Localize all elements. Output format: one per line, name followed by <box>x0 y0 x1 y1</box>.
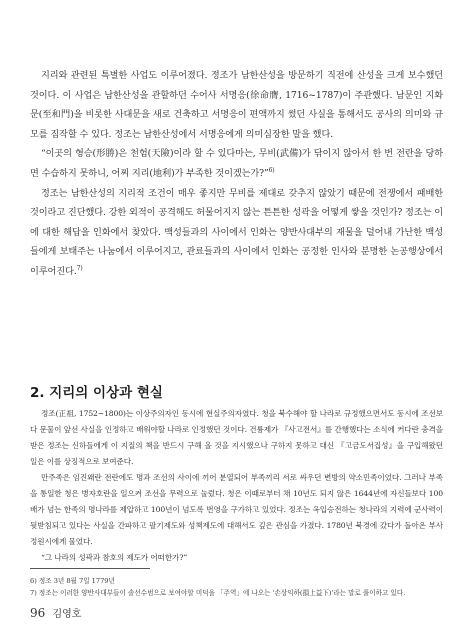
paragraph: 정조(正祖, 1752~1800)는 이상주의자인 동시에 현실주의자였다. 청을 북수해야 할 나라로 규정했으면서도 동시에 조선보다 문물이 앞선 사실을 인정하고 배워야할 나라로 인정했던 것이다. 건륭제가 『사고전서』를 간행했다는 소식에 커다란 충격을 받은 정조는 신하들에게 이 지질의 책을 반드시 구해 올 것을 지시했으나 구하지 못하고 대신 『고금도서집성』을 구입해왔던 일은 이를 상징적으로 보여준다. <box>30 409 443 466</box>
body-text-top <box>30 66 443 282</box>
page-number: 96 <box>30 606 46 620</box>
footnote: 6) 정조 3년 8월 7일 1779년 <box>30 577 115 585</box>
paragraph-text: 정조는 남한산성의 지리적 조건이 매우 좋지만 무비를 제대로 갖추지 않았기 때문에 전쟁에서 패배한 것이라고 진단했다. 강한 외적이 공격해도 허물어지지 않는 튼튼한 성곽을 어떻게 쌓을 것인가? 정조는 이에 대한 해답을 인화에서 찾았다. 백성들과의 사이에서 인화는 양반사대부의 재물을 덜어내 가난한 백성들에게 보태주는 나눔에서 이루어지고, 관료들과의 사이에서 인화는 공정한 인사와 분명한 논공행상에서 이루어진다. <box>30 187 443 277</box>
footnote: 7) 정조는 이러한 양반사대부들이 솔선수범으로 보여야할 미덕을 「주역」에 나오는 '손상익하(損上益下)'라는 말로 풀이하고 있다. <box>30 589 406 597</box>
footnote-ref[interactable]: 7) <box>76 264 83 272</box>
quote-text: “이곳의 형승(形勝)은 천험(天險)이라 할 수 있다마는, 무비(武備)가 닦이지 않아서 한 번 전란을 당하면 수습하지 못하니, 어찌 지리(地利)가 부족한 것이겠는가?” <box>30 148 443 179</box>
paragraph <box>30 184 443 282</box>
footnote-divider <box>30 568 150 569</box>
author-name: 김영호 <box>52 609 82 620</box>
paragraph: 지리와 관련된 특별한 사업도 이루어졌다. 정조가 남한산성을 방문하기 직전에 산성을 크게 보수했던 것이다. 이 사업은 남한산성을 관할하던 수어사 서명응(徐命膺, 1716~1787)이 주관했다. 남문인 지화문(至和門)을 비롯한 사대문을 새로 건축하고 서명응이 편액까지 썼던 사실을 통해서도 공사의 의미와 규모를 짐작할 수 있다. 정조는 남한산성에서 서명응에게 의미심장한 말을 했다. <box>30 70 443 140</box>
footnotes <box>30 575 443 599</box>
section-heading: 2. 지리의 이상과 현실 <box>30 385 163 402</box>
quote-paragraph <box>30 144 443 183</box>
quote-paragraph: “그 나라의 성곽과 참호의 제도가 어떠한가?” <box>41 552 188 562</box>
footnote-ref[interactable]: 6) <box>268 166 275 174</box>
body-text-bottom <box>30 406 443 566</box>
page-footer <box>30 605 81 620</box>
paragraph: 만주족은 임진왜란 전란에도 명과 조선의 사이에 끼어 분열되어 부족끼리 서로 싸우던 변방의 약소민족이었다. 그러나 부족을 통일한 청은 병자호란을 일으켜 조선을 무력으로 눌렀다. 청은 이때로부터 채 10년도 되지 않은 1644년에 자신들보다 100배가 넘는 한족의 명나라를 제압하고 100년이 넘도록 번영을 구가하고 있었다. 정조는 옥입승전하는 청나라의 지력에 군사력이 뒷받침되고 있다는 사실을 간파하고 팔기제도와 성책제도에 대해서도 깊은 관심을 가졌다. 1780년 북경에 갔다가 돌아온 부사 정원시에게 물었다. <box>30 472 443 546</box>
